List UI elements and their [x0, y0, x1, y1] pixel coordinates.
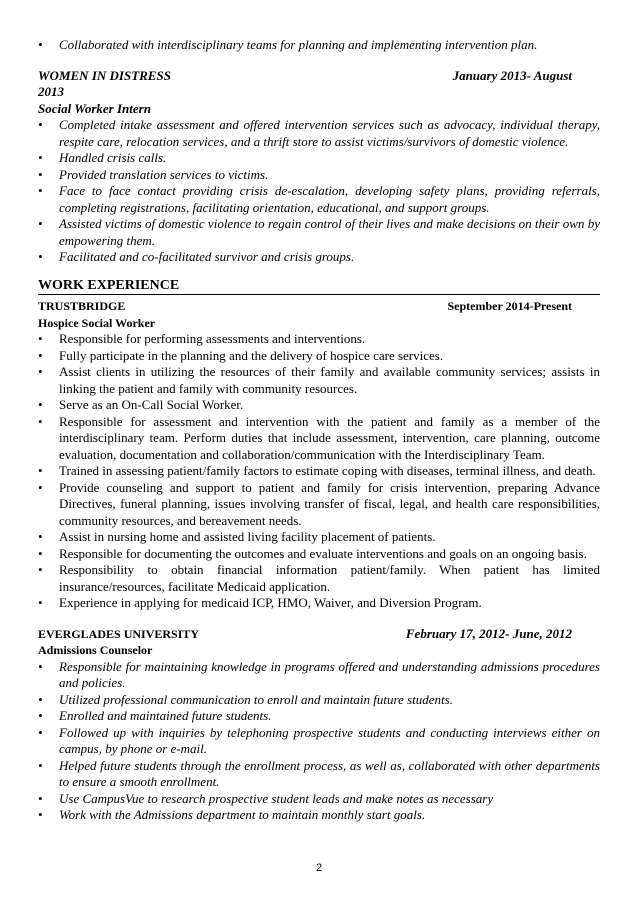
evergl-dates: February 17, 2012- June, 2012: [405, 625, 572, 641]
women-org: WOMEN IN DISTRESS: [38, 67, 171, 83]
bullet-icon: •: [38, 183, 43, 198]
bullet-icon: •: [38, 331, 43, 346]
list-item: [38, 348, 600, 365]
bullet-icon: •: [38, 347, 43, 363]
bullet-text: Enrolled and maintained future students.: [59, 708, 272, 723]
list-item: [38, 183, 600, 216]
bullet-icon: •: [38, 463, 43, 478]
evergl-org: EVERGLADES UNIVERSITY: [38, 626, 200, 641]
trust-dates: September 2014-Present: [447, 299, 572, 313]
top-bullet-list: [38, 37, 600, 54]
list-item: [38, 167, 600, 184]
bullet-icon: •: [38, 479, 43, 495]
bullet-icon: •: [38, 117, 43, 132]
bullet-text: Work with the Admissions department to maintain monthly start goals.: [59, 807, 426, 822]
trust-org: TRUSTBRIDGE: [38, 299, 126, 313]
bullet-icon: •: [38, 658, 43, 674]
bullet-text: Experience in applying for medicaid ICP, HMO, Waiver, and Diversion Program.: [59, 595, 482, 610]
bullet-icon: •: [38, 413, 43, 429]
bullet-icon: •: [38, 545, 43, 561]
list-item: [38, 117, 600, 150]
list-item: [38, 480, 600, 530]
list-item: [38, 364, 600, 397]
trust-bullets: [38, 331, 600, 612]
bullet-icon: •: [38, 529, 43, 544]
bullet-text: Fully participate in the planning and the delivery of hospice care services.: [59, 347, 444, 363]
list-item: [38, 414, 600, 464]
bullet-text: Provide counseling and support to patient and family for crisis intervention, preparing Advance Directives, funeral planning, issues involving transfer of fiscal, legal, and health care responsibilities, community resources, and bereavement needs.: [59, 479, 600, 528]
bullet-icon: •: [38, 562, 43, 577]
list-item: [38, 397, 600, 414]
trust-header: [38, 298, 600, 315]
bullet-text: Responsible for maintaining knowledge in programs offered and understanding admissions procedures and policies.: [59, 658, 600, 690]
bullet-icon: •: [38, 757, 43, 773]
bullet-icon: •: [38, 364, 43, 379]
bullet-icon: •: [38, 249, 43, 264]
bullet-icon: •: [38, 691, 43, 707]
work-experience-heading: WORK EXPERIENCE: [38, 278, 600, 296]
women-bullets: [38, 117, 600, 266]
list-item: [38, 150, 600, 167]
bullet-text: Facilitated and co-facilitated survivor and crisis groups.: [59, 249, 355, 264]
bullet-text: Assisted victims of domestic violence to regain control of their lives and make decisions on their own by empowering them.: [59, 216, 600, 248]
list-item: [38, 725, 600, 758]
list-item: [38, 692, 600, 709]
bullet-icon: •: [38, 708, 43, 723]
list-item: [38, 546, 600, 563]
list-item: [38, 708, 600, 725]
list-item: [38, 562, 600, 595]
bullet-icon: •: [38, 37, 43, 52]
bullet-text: Followed up with inquiries by telephoning prospective students and conducting interviews either on campus, by phone or e-mail.: [59, 724, 600, 756]
list-item: [38, 463, 600, 480]
list-item: [38, 331, 600, 348]
trust-title: Hospice Social Worker: [38, 315, 156, 330]
list-item: [38, 807, 600, 824]
list-item: [38, 595, 600, 612]
list-item: • Collaborated with interdisciplinary teams for planning and implementing intervention plan.: [38, 37, 538, 52]
bullet-text: Provided translation services to victims.: [59, 166, 269, 182]
bullet-text: Assist clients in utilizing the resources of their family and available community services; assists in linking the patient and family with community resources.: [59, 364, 600, 396]
list-item: [38, 529, 600, 546]
women-dates-cont: 2013: [38, 84, 64, 99]
page-number: 2: [315, 862, 323, 874]
women-title: Social Worker Intern: [38, 100, 151, 116]
bullet-icon: •: [38, 397, 43, 412]
bullet-icon: •: [38, 790, 43, 806]
list-item: [38, 216, 600, 249]
list-item: [38, 758, 600, 791]
page-content: [38, 37, 600, 824]
women-header: [38, 68, 600, 85]
bullet-text: Utilized professional communication to enroll and maintain future students.: [59, 691, 453, 707]
bullet-text: Responsible for performing assessments and interventions.: [59, 331, 366, 346]
bullet-icon: •: [38, 216, 43, 231]
bullet-text: Helped future students through the enrollment process, as well as, collaborated with other departments to ensure a smooth enrollment.: [59, 757, 600, 789]
bullet-text: Responsible for documenting the outcomes and evaluate interventions and goals on an ongoing basis.: [59, 545, 587, 561]
bullet-text: Trained in assessing patient/family factors to estimate coping with diseases, terminal illness, and death.: [59, 463, 596, 478]
bullet-text: Face to face contact providing crisis de-escalation, developing safety plans, providing referrals, completing registrations, facilitating orientation, educational, and support groups.: [59, 183, 600, 215]
bullet-icon: •: [38, 724, 43, 740]
list-item: [38, 659, 600, 692]
bullet-icon: •: [38, 150, 43, 165]
bullet-text: Responsibility to obtain financial information patient/family. When patient has limited insurance/resources, facilitate Medicaid application.: [59, 562, 600, 594]
evergl-bullets: [38, 659, 600, 824]
bullet-text: Handled crisis calls.: [59, 150, 167, 165]
list-item: [38, 791, 600, 808]
list-item: [38, 249, 600, 266]
bullet-icon: •: [38, 807, 43, 822]
evergl-title: Admissions Counselor: [38, 643, 153, 657]
bullet-text: Use CampusVue to research prospective student leads and make notes as necessary: [59, 790, 494, 806]
women-dates: January 2013- August: [452, 67, 572, 83]
bullet-text: Assist in nursing home and assisted living facility placement of patients.: [59, 529, 436, 544]
bullet-icon: •: [38, 595, 43, 610]
bullet-text: Completed intake assessment and offered intervention services such as advocacy, individual therapy, respite care, relocation services, and a thrift store to assist victims/survivors of domestic violence.: [59, 117, 600, 149]
evergl-header: [38, 626, 600, 643]
bullet-text: Responsible for assessment and intervention with the patient and family as a member of the interdisciplinary team. Perform duties that include assessment, intervention, care planning, outcome evaluation, documentation and collaboration/communication with the Interdisciplinary Team.: [59, 413, 600, 462]
bullet-icon: •: [38, 166, 43, 182]
bullet-text: Serve as an On-Call Social Worker.: [59, 397, 244, 412]
